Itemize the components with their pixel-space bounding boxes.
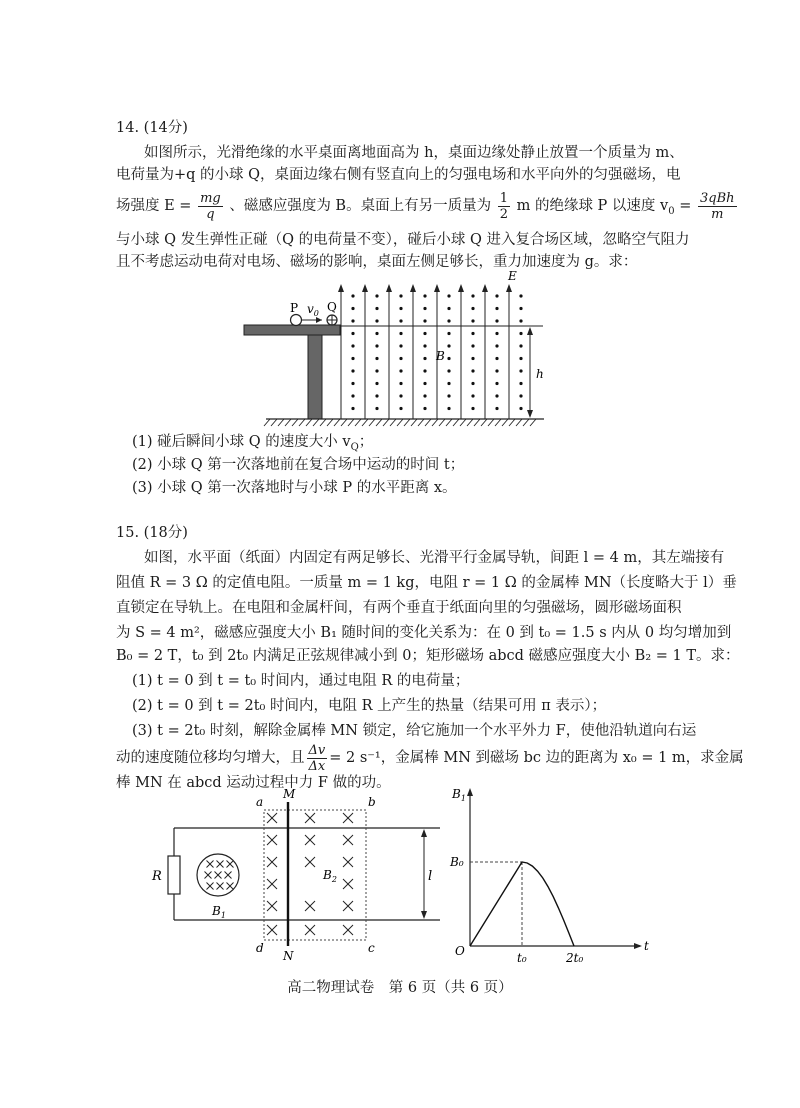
q14-sub2: (2) 小球 Q 第一次落地前在复合场中运动的时间 t； [132, 457, 465, 473]
label-v0: $v_0$ [307, 302, 319, 318]
label-Q: Q [327, 300, 337, 314]
graph-y-arrowhead [467, 788, 473, 796]
fraction-mg-over-q: $\frac{mg}{q}$ [200, 190, 221, 222]
q15-sub3-line3: 棒 MN 在 abcd 运动过程中力 F 做的功。 [116, 775, 391, 791]
page-footer: 高二物理试卷 第 6 页（共 6 页） [287, 980, 513, 996]
q14-line1: 如图所示，光滑绝缘的水平桌面离地面高为 h，桌面边缘处静止放置一个质量为 m、 [144, 145, 684, 161]
q14-line3-b: 、磁感应强度为 B。桌面上有另一质量为 [229, 198, 492, 214]
label-B1: $B_1$ [212, 904, 226, 920]
label-E: E [508, 269, 517, 283]
label-b: b [368, 795, 376, 809]
q15-line1: 如图，水平面（纸面）内固定有两足够长、光滑平行金属导轨，间距 l = 4 m，其左端接有 [144, 550, 725, 566]
q14-sub3: (3) 小球 Q 第一次落地时与小球 P 的水平距离 x。 [132, 480, 457, 496]
graph-origin-label: O [455, 944, 465, 958]
q14-sub1-text: (1) 碰后瞬间小球 Q 的速度大小 v [132, 434, 351, 450]
graph-y-label: $B_1$ [452, 787, 466, 803]
label-B: B [436, 349, 445, 363]
q14-line3-c: m 的绝缘球 P 以速度 v [516, 198, 669, 214]
graph-x-arrowhead [634, 943, 642, 949]
graph-x-tick-t0: t₀ [517, 951, 527, 965]
label-a: a [256, 795, 264, 809]
q15-line2: 阻值 R = 3 Ω 的定值电阻。一质量 m = 1 kg，电阻 r = 1 Ω 的金属棒 MN（长度略大于 l）垂 [116, 575, 737, 591]
graph-x-label: t [644, 939, 649, 953]
q15-line4: 为 S = 4 m²，磁感应强度大小 B₁ 随时间的变化关系为：在 0 到 t₀ = 1.5 s 内从 0 均匀增加到 [116, 625, 732, 641]
label-h: h [536, 367, 544, 381]
label-B2: $B_2$ [323, 868, 337, 884]
q14-sub1-end: ； [358, 434, 374, 450]
q15-sub3-line2-a: 动的速度随位移均匀增大，且 [116, 750, 305, 766]
q14-header: 14. (14分) [116, 120, 188, 136]
fraction-dv-over-dx: $\frac{\Delta v}{\Delta x}$ [308, 742, 326, 774]
q14-line5: 且不考虑运动电荷对电场、磁场的影响，桌面左侧足够长，重力加速度为 g。求： [116, 254, 638, 270]
label-N: N [283, 949, 294, 963]
q15-line3: 直锁定在导轨上。在电阻和金属杆间，有两个垂直于纸面向里的匀强磁场，圆形磁场面积 [116, 600, 682, 616]
label-P: P [290, 301, 299, 315]
label-d: d [256, 941, 264, 955]
q15-sub3: (3) t = 2t₀ 时刻，解除金属棒 MN 锁定，给它施加一个水平外力 F，使他沿轨道向右运 [132, 723, 697, 739]
graph-y-tick-B0: B₀ [450, 855, 464, 869]
graph-x-tick-2t0: 2t₀ [566, 951, 584, 965]
q14-line3-a: 场强度 E = [116, 198, 192, 214]
q14-line2: 电荷量为+q 的小球 Q，桌面边缘右侧有竖直向上的匀强电场和水平向外的匀强磁场，电 [116, 167, 681, 183]
label-R: R [152, 869, 162, 884]
q15-header: 15. (18分) [116, 525, 188, 541]
fraction-one-half: $\frac{1}{2}$ [499, 190, 508, 222]
q14-sub1-sub: Q [350, 441, 359, 453]
label-l: l [428, 869, 433, 884]
q14-line3-sub: 0 [668, 205, 675, 217]
q15-line5: B₀ = 2 T，t₀ 到 2t₀ 内满足正弦规律减小到 0；矩形磁场 abcd 磁感应强度大小 B₂ = 1 T。求： [116, 648, 740, 664]
q15-sub3-line2-b: = 2 s⁻¹，金属棒 MN 到磁场 bc 边的距离为 x₀ = 1 m，求金属 [329, 750, 744, 766]
q14-line3-d: = [674, 198, 692, 214]
q15-sub1: (1) t = 0 到 t = t₀ 时间内，通过电阻 R 的电荷量； [132, 673, 470, 689]
fraction-3qBh-over-m: $\frac{\text{3qBh}}{m}$ [699, 190, 735, 222]
label-M: M [283, 787, 296, 801]
q15-sub2: (2) t = 0 到 t = 2t₀ 时间内，电阻 R 上产生的热量（结果可用 π 表示）； [132, 698, 607, 714]
label-c: c [368, 941, 375, 955]
q14-line4: 与小球 Q 发生弹性正碰（Q 的电荷量不变），碰后小球 Q 进入复合场区域，忽略空气阻力 [116, 232, 690, 248]
